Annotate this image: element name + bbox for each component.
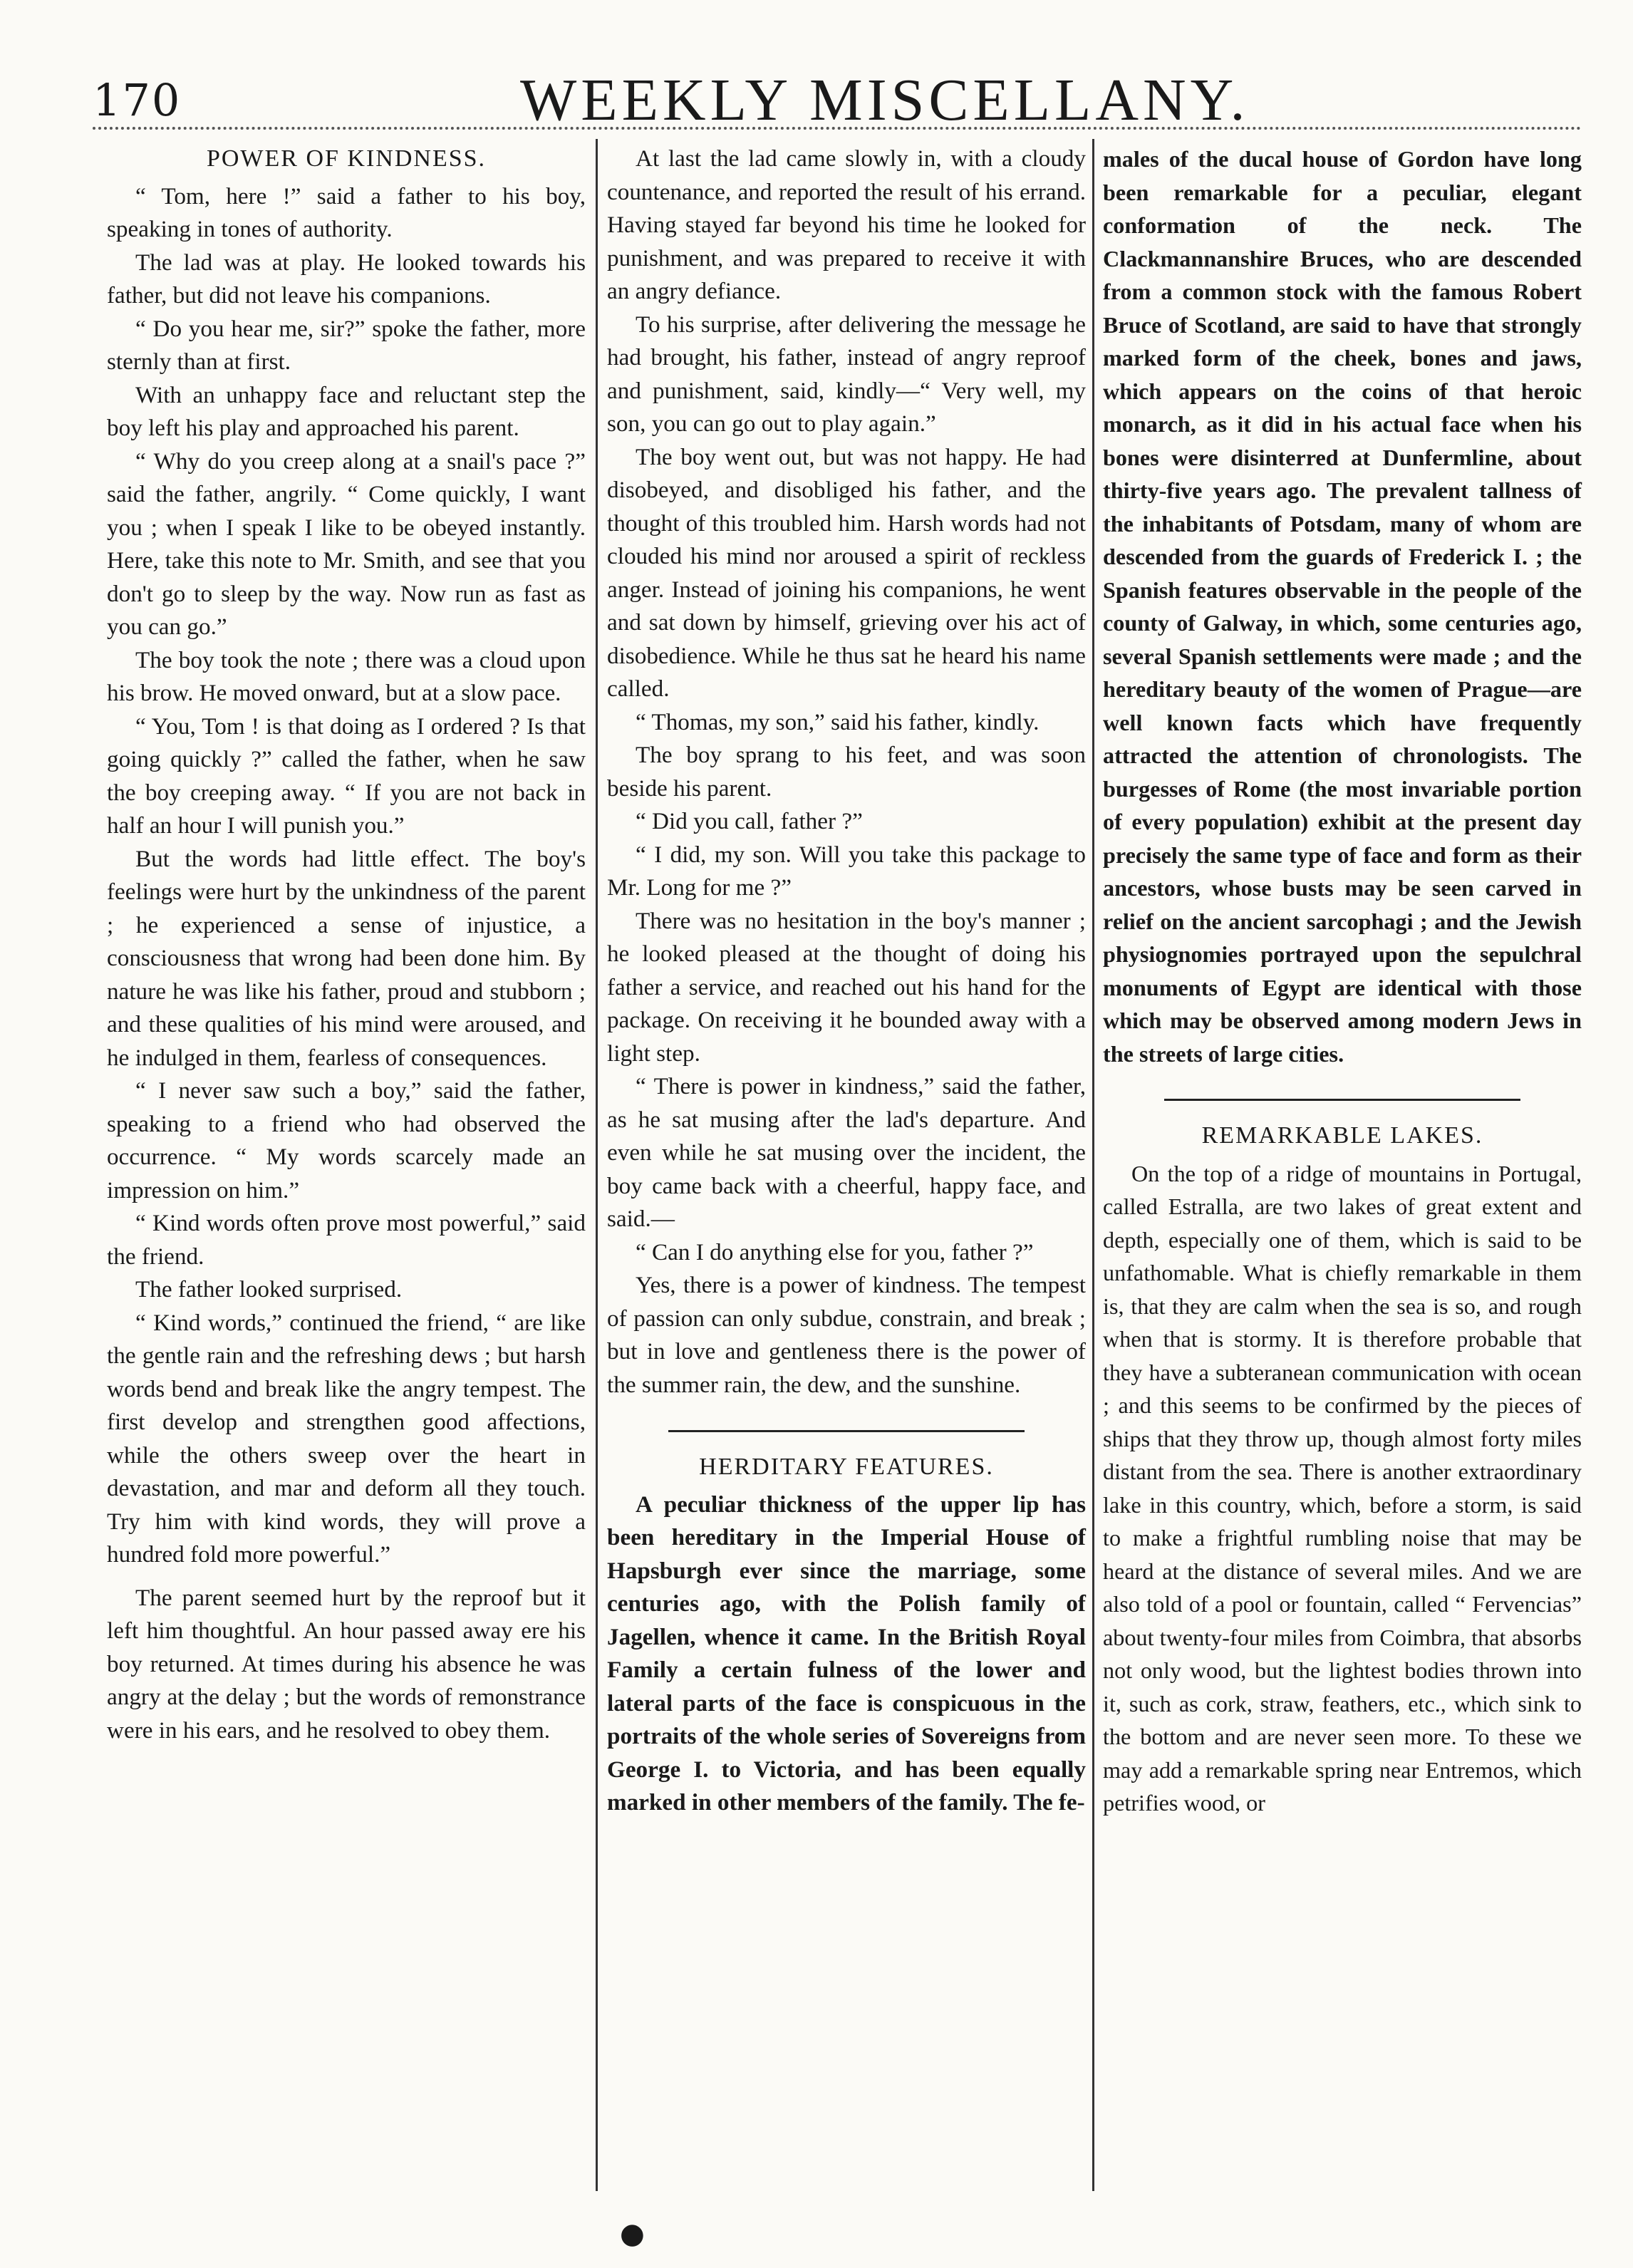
article-paragraph: “ Did you call, father ?”	[636, 808, 863, 834]
article-paragraph: The parent seemed hurt by the reproof but it left him thoughtful. An hour passed away ere his boy returned. At times during his absence he was angry at the delay ; but the words of remonstrance were in his ears, and he resolved to obey them.	[107, 1584, 586, 1744]
article-paragraph: At last the lad came slowly in, with a cloudy countenance, and reported the result of his errand. Having stayed far beyond his time he looked for punishment, and was prepared to receive it with an angry defiance.	[607, 145, 1086, 304]
article-paragraph: With an unhappy face and reluctant step the boy left his play and approached his parent.	[107, 381, 586, 441]
article-paragraph: There was no hesitation in the boy's manner ; he looked pleased at the thought of doing his father a service, and reached out his hand for the package. On receiving it he bounded away with a light step.	[607, 907, 1086, 1067]
page-number: 170	[93, 74, 182, 126]
section-rule	[1164, 1099, 1520, 1101]
article-paragraph: A peculiar thickness of the upper lip has been hereditary in the Imperial House of Hapsburgh ever since the marriage, some centuries ago, with the Polish family of Jagellen, whence it came. In the British Royal Family a certain fulness of the lower and lateral parts of the face is conspicuous in the portraits of the whole series of Sovereigns from George I. to Victoria, and has been equally marked in other members of the family. The fe-	[607, 1491, 1086, 1816]
article-paragraph: “ Do you hear me, sir?” spoke the father, more sternly than at first.	[107, 315, 586, 375]
article-paragraph: The boy went out, but was not happy. He had disobeyed, and disobliged his father, and the thought of this troubled him. Harsh words had not clouded his mind nor aroused a spirit of reckless anger. Instead of joining his companions, he went and sat down by himself, grieving over his act of disobedience. While he thus sat he heard his name called.	[607, 443, 1086, 702]
article-paragraph: Yes, there is a power of kindness. The tempest of passion can only subdue, constrain, and break ; but in love and gentleness there is the power of the summer rain, the dew, and the sunshine.	[607, 1272, 1086, 1398]
article-heading-power-of-kindness: POWER OF KINDNESS.	[206, 145, 487, 172]
column-1	[107, 143, 586, 1747]
article-paragraph: “ Thomas, my son,” said his father, kindly.	[636, 708, 1040, 735]
masthead-title: WEEKLY MISCELLANY.	[520, 67, 1250, 133]
page-header	[93, 66, 1582, 137]
article-paragraph: The boy sprang to his feet, and was soon beside his parent.	[607, 742, 1086, 802]
article-paragraph: But the words had little effect. The boy's feelings were hurt by the unkindness of the parent ; he experienced a sense of injustice, a consciousness that wrong had been done him. By nature he was like his father, proud and stubborn ; and these qualities of his mind were aroused, and he indulged in them, fearless of consequences.	[107, 845, 586, 1071]
article-paragraph: “ Can I do anything else for you, father ?”	[636, 1238, 1034, 1265]
article-paragraph: “ You, Tom ! is that doing as I ordered ? Is that going quickly ?” called the father, when he saw the boy creeping away. “ If you are not back in half an hour I will punish you.”	[107, 713, 586, 839]
column-divider	[1092, 139, 1094, 2191]
article-paragraph: The lad was at play. He looked towards his father, but did not leave his companions.	[107, 249, 586, 309]
article-heading-remarkable-lakes: REMARKABLE LAKES.	[1201, 1122, 1483, 1149]
article-paragraph: “ I never saw such a boy,” said the father, speaking to a friend who had observed the occurrence. “ My words scarcely made an impression on him.”	[107, 1077, 586, 1203]
article-paragraph: To his surprise, after delivering the message he had brought, his father, instead of angry reproof and punishment, said, kindly—“ Very well, my son, you can go out to play again.”	[607, 311, 1086, 437]
article-paragraph: “ Kind words often prove most powerful,” said the friend.	[107, 1210, 586, 1270]
article-paragraph: “ Tom, here !” said a father to his boy, speaking in tones of authority.	[107, 182, 586, 242]
column-2	[607, 143, 1086, 1820]
article-paragraph: “ Why do you creep along at a snail's pace ?” said the father, angrily. “ Come quickly, I want you ; when I speak I like to be obeyed instantly. Here, take this note to Mr. Smith, and see that you don't go to sleep by the way. Now run as fast as you can go.”	[107, 447, 586, 640]
footer-ornament: ●	[620, 2217, 645, 2250]
article-paragraph: The boy took the note ; there was a cloud upon his brow. He moved onward, but at a slow pace.	[107, 646, 586, 706]
header-rule	[93, 127, 1582, 130]
article-paragraph: “ There is power in kindness,” said the father, as he sat musing after the lad's departure. And even while he sat musing over the incident, the boy came back with a cheerful, happy face, and said.—	[607, 1073, 1086, 1232]
article-paragraph: “ Kind words,” continued the friend, “ are like the gentle rain and the refreshing dews ; but harsh words bend and break like the angry tempest. The first develop and strengthen good affections, while the others sweep over the heart in devastation, and mar and deform all they touch. Try him with kind words, they will prove a hundred fold more powerful.”	[107, 1309, 586, 1568]
article-paragraph: males of the ducal house of Gordon have long been remarkable for a peculiar, elegant conformation of the neck. The Clackmannanshire Bruces, who are descended from a common stock with the famous Robert Bruce of Scotland, are said to have that strongly marked form of the cheek, bones and jaws, which appears on the coins of that heroic monarch, as it did in his actual face when his bones were disinterred at Dunfermline, about thirty-five years ago. The prevalent tallness of the inhabitants of Potsdam, many of whom are descended from the guards of Frederick I. ; the Spanish features observable in the people of the county of Galway, in which, some centuries ago, several Spanish settlements were made ; and the hereditary beauty of the women of Prague—are well known facts which have frequently attracted the attention of chronologists. The burgesses of Rome (the most invariable portion of every population) exhibit at the present day precisely the same type of face and form as their ancestors, whose busts may be seen carved in relief on the ancient sarcophagi ; and the Jewish physiognomies portrayed upon the sepulchral monuments of Egypt are identical with those which may be observed among modern Jews in the streets of large cities.	[1103, 146, 1582, 1067]
article-heading-herditary-features: HERDITARY FEATURES.	[699, 1454, 994, 1480]
article-paragraph: The father looked surprised.	[135, 1276, 403, 1303]
column-divider	[596, 139, 598, 2191]
article-paragraph: On the top of a ridge of mountains in Portugal, called Estralla, are two lakes of great extent and depth, especially one of them, which is said to be unfathomable. What is chiefly remarkable in them is, that they are calm when the sea is so, and rough when that is stormy. It is therefore probable that they have a subteranean communication with ocean ; and this seems to be confirmed by the pieces of ships that they throw up, though almost forty miles distant from the sea. There is another extraordinary lake in this country, which, before a storm, is said to make a frightful rumbling noise that may be heard at the distance of several miles. And we are also told of a pool or fountain, called “ Fervencias” about twenty-four miles from Coimbra, that absorbs not only wood, but the lightest bodies thrown into it, such as cork, straw, feathers, etc., which sink to the bottom and are never seen more. To these we may add a remarkable spring near Entremos, which petrifies wood, or	[1103, 1160, 1582, 1816]
article-paragraph: “ I did, my son. Will you take this package to Mr. Long for me ?”	[607, 841, 1086, 901]
column-3	[1103, 143, 1582, 1820]
section-rule	[668, 1430, 1025, 1432]
